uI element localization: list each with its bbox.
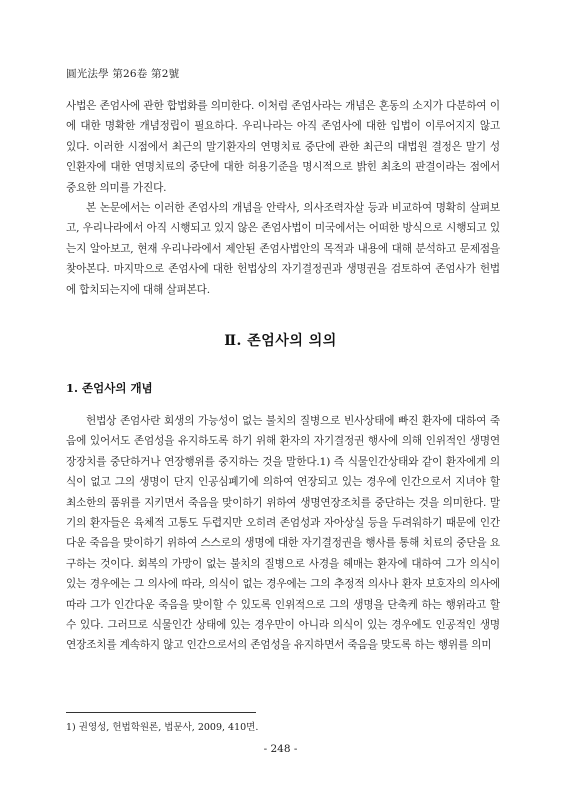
body-paragraph-1: 헌법상 존엄사란 회생의 가능성이 없는 불치의 질병으로 빈사상태에 빠진 환자에 대하여 죽음에 있어서도 존엄성을 유지하도록 하기 위해 환자의 자기결정권 행사에 의해 인위적인 생명연장장치를 중단하거나 연장행위를 중지하는 것을 말한다.1) 즉 식물인간상태와 같이 환자에게 의식이 없고 그의 생명이 단지 인공심폐기에 의하여 연장되고 있는 경우에 인간으로서 지녀야 할 최소한의 품위를 지키면서 죽음을 맞이하기 위하여 생명연장조치를 중단하는 것을 의미한다. 말기의 환자들은 육체적 고통도 두렵지만 오히려 존엄성과 자아상실 등을 두려워하기 때문에 인간다운 죽음을 맞이하기 위하여 스스로의 생명에 대한 자기결정권을 행사를 통해 치료의 중단을 요구하는 것이다. 회복의 가망이 없는 불치의 질병으로 사경을 헤매는 환자에 대하여 그가 의식이 있는 경우에는 그 의사에 따라, 의식이 없는 경우에는 그의 추정적 의사나 환자 보호자의 의사에 따라 그가 인간다운 죽음을 맞이할 수 있도록 인위적으로 그의 생명을 단축케 하는 행위라고 할 수 있다. 그러므로 식물인간 상태에 있는 경우만이 아니라 의식이 있는 경우에도 인공적인 생명연장조치를 계속하지 않고 인간으로서의 존엄성을 유지하면서 죽음을 맞도록 하는 행위를 의미	[66, 415, 500, 652]
running-head: 圓光法學 第26卷 第2號	[66, 68, 180, 80]
footnote: 1) 권영성, 헌법학원론, 법문사, 2009, 410면.	[66, 722, 259, 733]
footnote-divider	[66, 712, 256, 713]
subsection-heading: 1. 존엄사의 개념	[66, 381, 153, 395]
intro-text	[66, 96, 500, 300]
body-text	[66, 411, 500, 656]
intro-paragraph-1: 사법은 존엄사에 관한 합법화를 의미한다. 이처럼 존엄사라는 개념은 혼동의 소지가 다분하여 이에 대한 명확한 개념정립이 필요하다. 우리나라는 아직 존엄사에 대한 입법이 이루어지지 않고 있다. 이러한 시점에서 최근의 말기환자의 연명치료 중단에 관한 최근의 대법원 결정은 말기 성인환자에 대한 연명치료의 중단에 대한 허용기준을 명시적으로 밝힌 최초의 판결이라는 점에서 중요한 의미를 가진다.	[66, 100, 500, 194]
section-heading: Ⅱ. 존엄사의 의의	[224, 333, 337, 349]
intro-paragraph-2: 본 논문에서는 이러한 존엄사의 개념을 안락사, 의사조력자살 등과 비교하여 명확히 살펴보고, 우리나라에서 아직 시행되고 있지 않은 존엄사법이 미국에서는 어떠한 방식으로 시행되고 있는지 알아보고, 현재 우리나라에서 제안된 존엄사법안의 목적과 내용에 대해 분석하고 문제점을 찾아본다. 마지막으로 존엄사에 대한 헌법상의 자기결정권과 생명권을 검토하여 존엄사가 헌법에 합치되는지에 대해 살펴본다.	[66, 202, 500, 296]
page-number: - 248 -	[263, 743, 298, 755]
